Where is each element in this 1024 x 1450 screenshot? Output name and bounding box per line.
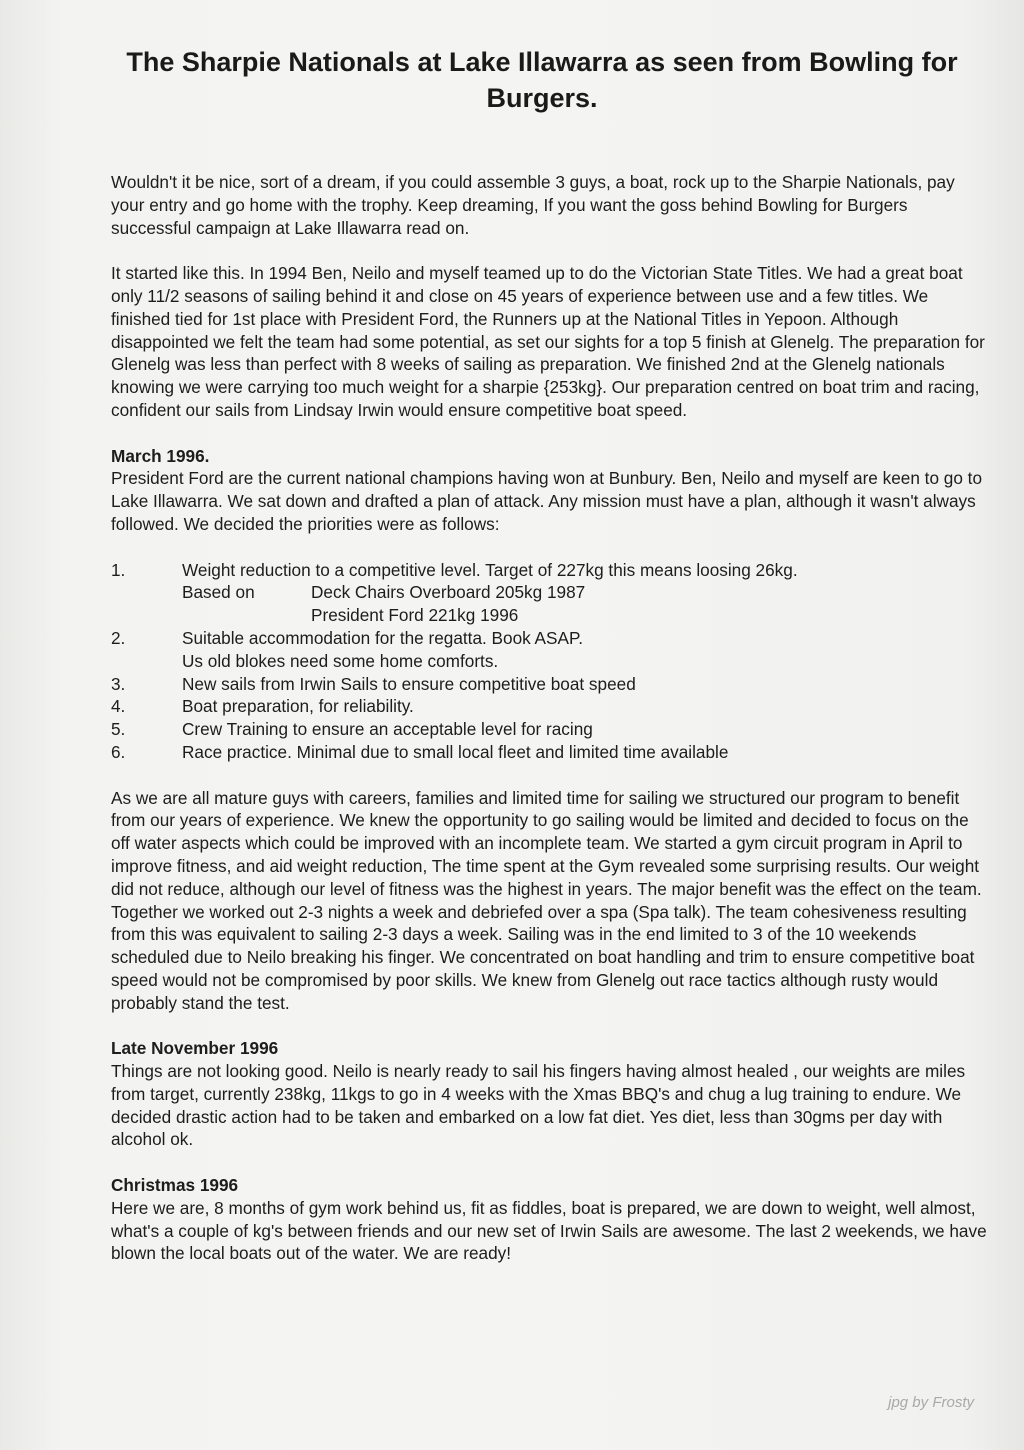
list-number: 4. — [111, 696, 126, 717]
watermark: jpg by Frosty — [888, 1394, 974, 1411]
list-number: 3. — [111, 673, 126, 694]
list-item-text: Race practice. Minimal due to small local fleet and limited time available — [182, 741, 729, 762]
list-item-text: New sails from Irwin Sails to ensure competitive boat speed — [182, 673, 636, 694]
list-item-text: Us old blokes need some home comforts. — [182, 650, 499, 671]
section-heading-late-november: Late November 1996 — [111, 1038, 279, 1059]
list-item — [111, 559, 991, 627]
list-item-text: Boat preparation, for reliability. — [182, 696, 414, 717]
late-november-section — [111, 1037, 991, 1151]
christmas-section — [111, 1174, 991, 1265]
section-heading-march: March 1996. — [111, 445, 210, 466]
history-paragraph: It started like this. In 1994 Ben, Neilo and myself teamed up to do the Victorian State Titles. We had a great boat only 11/2 seasons of sailing behind it and close on 45 years of experience between use and a few titles. We finished tied for 1st place with President Ford, the Runners up at the National Titles in Yepoon. Although disappointed we felt the team had some potential, as set our sights for a top 5 finish at Glenelg. The preparation for Glenelg was less than perfect with 8 weeks of sailing as preparation. We finished 2nd at the Glenelg nationals knowing we were carrying too much weight for a sharpie {253kg}. Our preparation centred on boat trim and racing, confident our sails from Lindsay Irwin would ensure competitive boat speed. — [111, 263, 985, 420]
list-number: 6. — [111, 741, 126, 762]
list-number: 2. — [111, 627, 126, 648]
christmas-paragraph: Here we are, 8 months of gym work behind us, fit as fiddles, boat is prepared, we are down to weight, well almost, what's a couple of kg's between friends and our new set of Irwin Sails are awesome. The last 2 weekends, we have blown the local boats out of the water. We are ready! — [111, 1197, 987, 1264]
list-item — [111, 718, 991, 741]
based-on-row — [182, 604, 991, 627]
based-on-value: President Ford 221kg 1996 — [311, 605, 519, 626]
march-section — [111, 445, 991, 536]
late-november-paragraph: Things are not looking good. Neilo is nearly ready to sail his fingers having almost healed , our weights are miles from target, currently 238kg, 11kgs to go in 4 weeks with the Xmas BBQ's and chug a lug training to endure. We decided drastic action had to be taken and embarked on a low fat diet. Yes diet, less than 30gms per day with alcohol ok. — [111, 1061, 966, 1150]
list-item — [111, 673, 991, 696]
based-on-label: Based on — [182, 582, 255, 603]
priorities-list — [111, 559, 991, 764]
article-title: The Sharpie Nationals at Lake Illawarra as seen from Bowling for Burgers. — [126, 47, 958, 113]
list-item — [111, 741, 991, 764]
list-number: 5. — [111, 719, 126, 740]
program-paragraph: As we are all mature guys with careers, families and limited time for sailing we structured our program to benefit from our years of experience. We knew the opportunity to go sailing would be limited and decided to focus on the off water aspects which could be improved with an incomplete team. We started a gym circuit program in April to improve fitness, and aid weight reduction, The time spent at the Gym revealed some surprising results. Our weight did not reduce, although our level of fitness was the highest in years. The major benefit was the effect on the team. Together we worked out 2-3 nights a week and debriefed over a spa (Spa talk). The team cohesiveness resulting from this was equivalent to sailing 2-3 days a week. Sailing was in the end limited to 3 of the 10 weekends scheduled due to Neilo breaking his finger. We concentrated on boat handling and trim to ensure competitive boat speed would not be compromised by poor skills. We knew from Glenelg out race tactics although rusty would probably stand the test. — [111, 787, 982, 1013]
list-number: 1. — [111, 559, 126, 580]
march-paragraph: President Ford are the current national champions having won at Bunbury. Ben, Neilo and myself are keen to go to Lake Illawarra. We sat down and drafted a plan of attack. Any mission must have a plan, although it wasn't always followed. We decided the priorities were as follows: — [111, 468, 983, 534]
based-on-value: Deck Chairs Overboard 205kg 1987 — [311, 582, 586, 603]
based-on-row — [182, 581, 991, 604]
intro-paragraph: Wouldn't it be nice, sort of a dream, if you could assemble 3 guys, a boat, rock up to the Sharpie Nationals, pay your entry and go home with the trophy. Keep dreaming, If you want the goss behind Bowling for Burgers successful campaign at Lake Illawarra read on. — [111, 172, 955, 238]
list-item — [111, 627, 991, 673]
list-item-text: Weight reduction to a competitive level. Target of 227kg this means loosing 26kg. — [182, 559, 798, 580]
list-item-text: Crew Training to ensure an acceptable level for racing — [182, 719, 593, 740]
list-item-text: Suitable accommodation for the regatta. Book ASAP. — [182, 627, 583, 648]
section-heading-christmas: Christmas 1996 — [111, 1175, 239, 1196]
list-item — [111, 695, 991, 718]
article-body — [111, 171, 991, 1288]
